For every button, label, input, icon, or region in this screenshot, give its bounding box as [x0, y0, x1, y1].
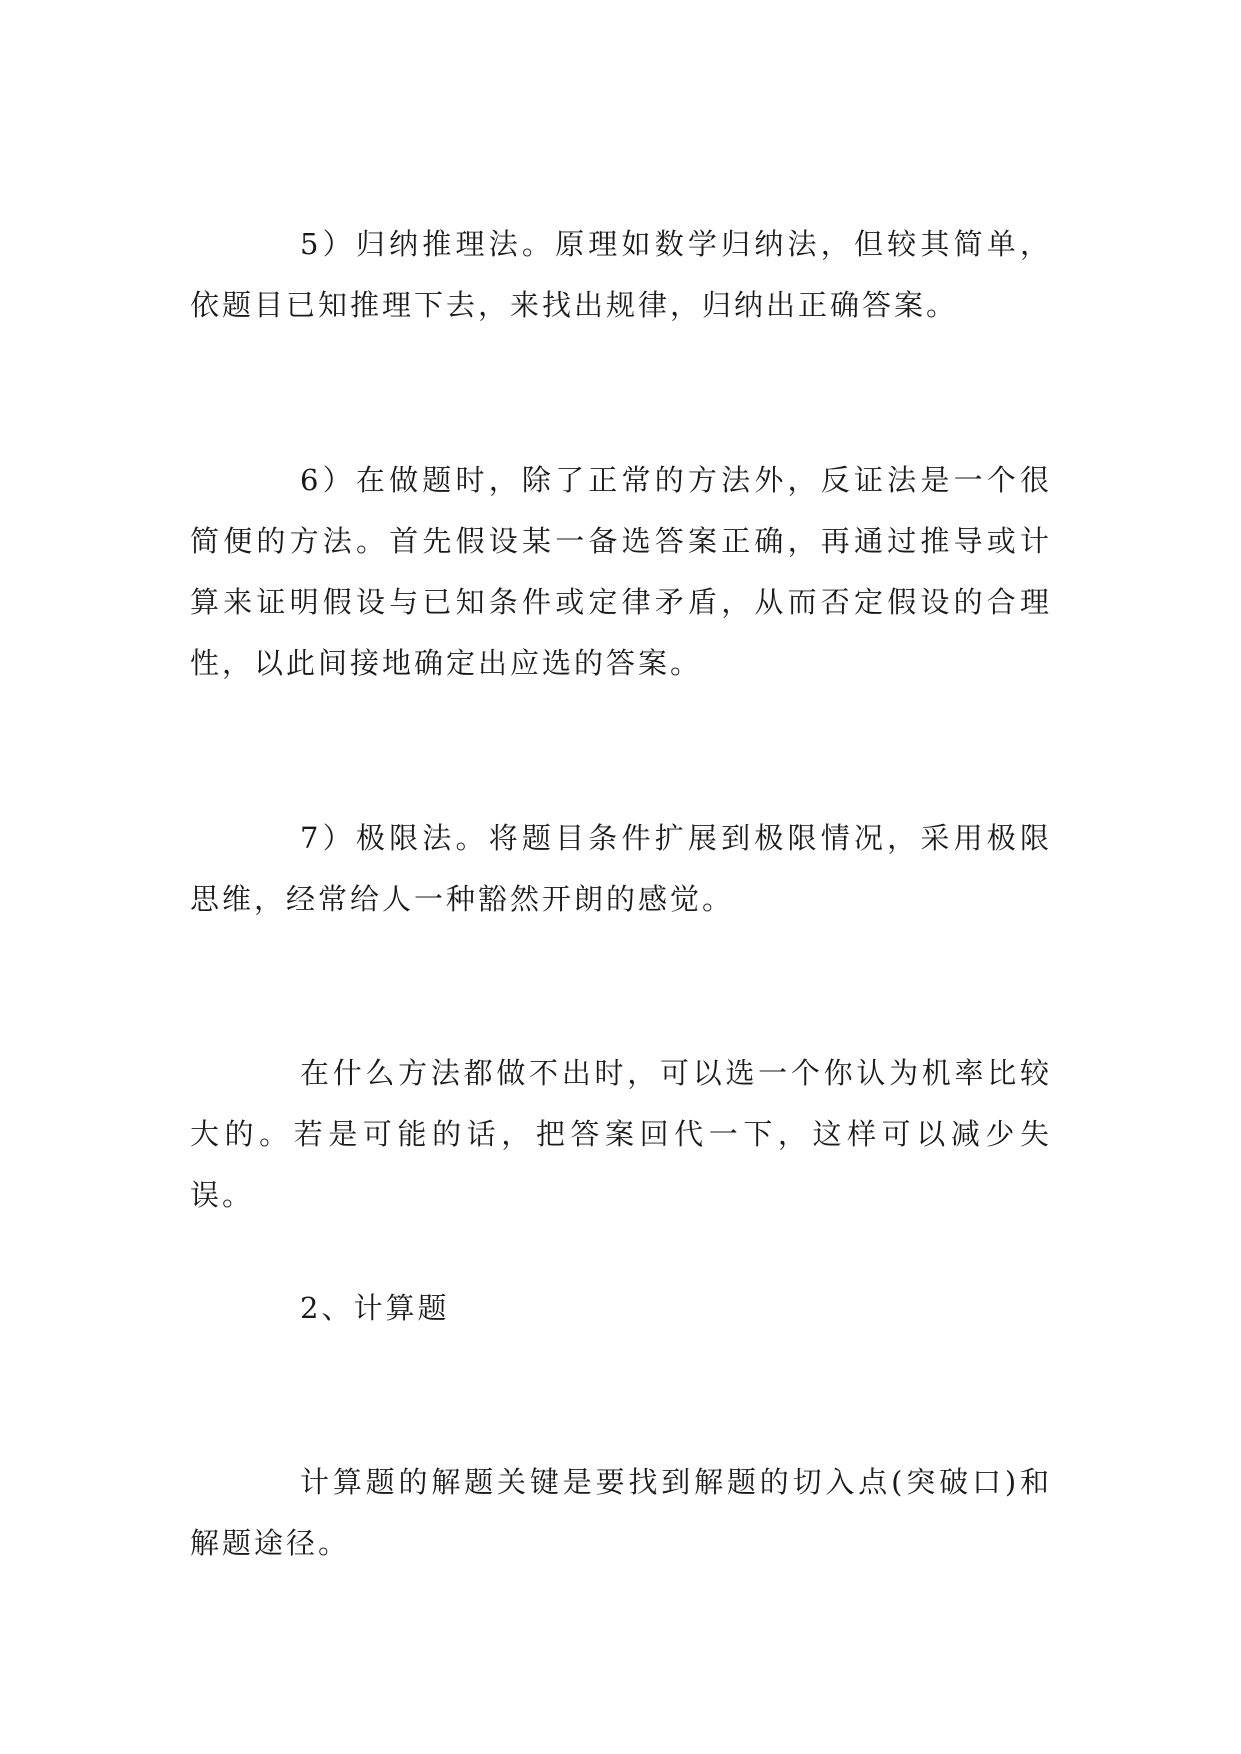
paragraph-inductive-reasoning: 5）归纳推理法。原理如数学归纳法，但较其简单，依题目已知推理下去，来找出规律，归纳出正确答案。 — [190, 227, 1052, 322]
paragraph-guess-advice: 在什么方法都做不出时，可以选一个你认为机率比较大的。若是可能的话，把答案回代一下，这样可以减少失误。 — [190, 1056, 1052, 1212]
section-heading-calculation: 2、计算题 — [300, 1291, 450, 1325]
paragraph-limit-method: 7）极限法。将题目条件扩展到极限情况，采用极限思维，经常给人一种豁然开朗的感觉。 — [190, 821, 1052, 916]
paragraph-calculation-key: 计算题的解题关键是要找到解题的切入点(突破口)和解题途径。 — [190, 1465, 1052, 1560]
paragraph-proof-by-contradiction: 6）在做题时，除了正常的方法外，反证法是一个很简便的方法。首先假设某一备选答案正确，再通过推导或计算来证明假设与已知条件或定律矛盾，从而否定假设的合理性，以此间接地确定出应选的答案。 — [190, 463, 1052, 680]
